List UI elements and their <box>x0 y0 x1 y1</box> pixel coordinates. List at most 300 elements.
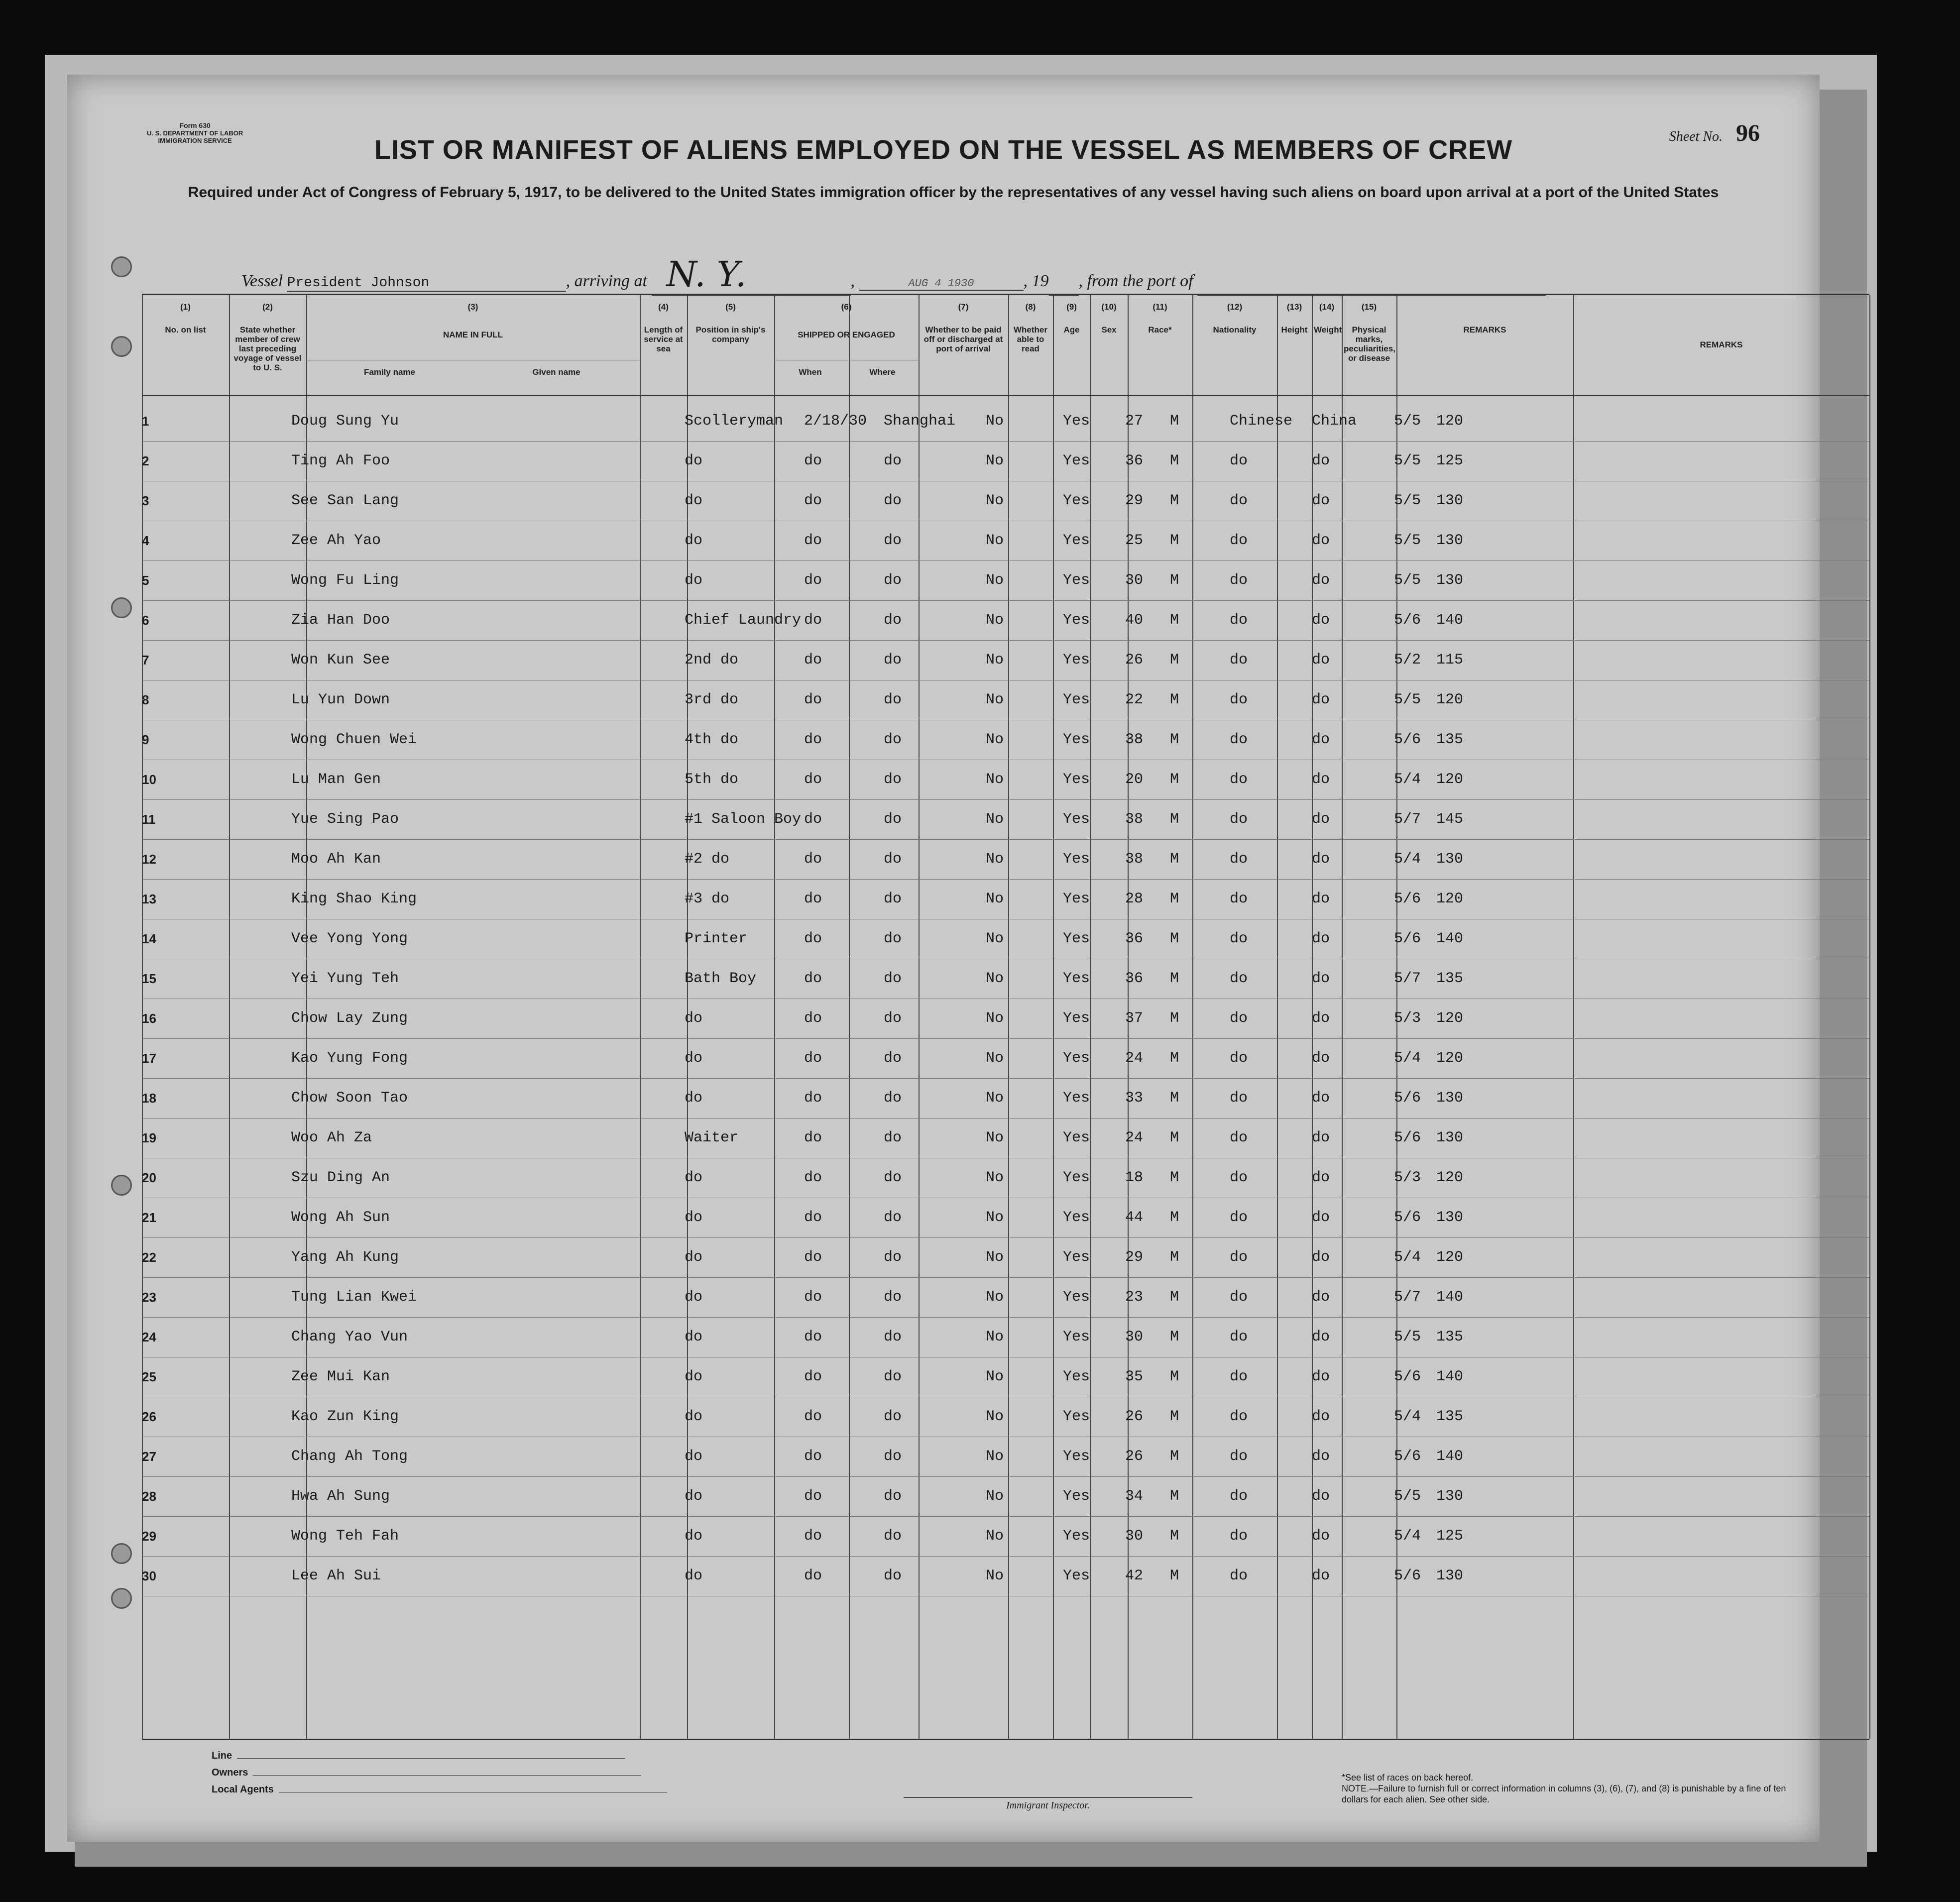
crew-sex: M <box>1170 572 1179 589</box>
crew-race: do <box>1230 891 1248 907</box>
crew-name: Vee Yong Yong <box>291 930 408 947</box>
row-number: 2 <box>142 453 149 468</box>
crew-name: Yang Ah Kung <box>291 1249 399 1266</box>
crew-race: do <box>1230 1567 1248 1584</box>
crew-weight: 135 <box>1436 731 1464 748</box>
row-rule <box>142 1556 1869 1557</box>
row-rule <box>142 1118 1869 1119</box>
crew-nationality: do <box>1312 930 1330 947</box>
crew-sex: M <box>1170 891 1179 907</box>
row-number: 17 <box>142 1051 156 1066</box>
crew-age: 37 <box>1125 1010 1144 1027</box>
owners-label: Owners <box>212 1767 248 1778</box>
column-number: (5) <box>725 302 736 312</box>
row-number: 12 <box>142 852 156 867</box>
line-label: Line <box>212 1750 232 1761</box>
binder-hole <box>111 1588 132 1609</box>
row-number: 8 <box>142 692 149 707</box>
shipped-when: do <box>804 930 822 947</box>
table-row <box>142 721 1869 760</box>
row-rule <box>142 560 1869 561</box>
crew-age: 26 <box>1125 1448 1144 1465</box>
crew-nationality: do <box>1312 1129 1330 1146</box>
crew-sex: M <box>1170 612 1179 629</box>
table-row <box>142 1278 1869 1317</box>
shipped-when: do <box>804 970 822 987</box>
column-number: (13) <box>1286 302 1302 312</box>
able-to-read: Yes <box>1063 771 1090 788</box>
shipped-when: do <box>804 1329 822 1345</box>
crew-position: 5th do <box>685 771 739 788</box>
column-header: Length of service at sea <box>644 325 683 353</box>
crew-height: 5/5 <box>1394 413 1421 430</box>
owners-blank <box>253 1775 641 1776</box>
table-row <box>142 1119 1869 1158</box>
able-to-read: Yes <box>1063 731 1090 748</box>
crew-table <box>142 294 1869 1740</box>
crew-name: Won Kun See <box>291 652 390 669</box>
column-header: No. on list <box>165 325 206 335</box>
crew-race: do <box>1230 731 1248 748</box>
row-number: 27 <box>142 1449 156 1464</box>
crew-height: 5/6 <box>1394 1209 1421 1226</box>
crew-height: 5/4 <box>1394 851 1421 868</box>
crew-height: 5/3 <box>1394 1169 1421 1186</box>
crew-age: 38 <box>1125 811 1144 828</box>
crew-sex: M <box>1170 492 1179 509</box>
table-row <box>142 1398 1869 1437</box>
paid-off: No <box>986 1209 1004 1226</box>
row-rule <box>142 1078 1869 1079</box>
crew-sex: M <box>1170 1329 1179 1345</box>
row-rule <box>142 640 1869 641</box>
crew-weight: 140 <box>1436 930 1464 947</box>
shipped-when: do <box>804 652 822 669</box>
shipped-where: do <box>884 1010 902 1027</box>
crew-position: 4th do <box>685 731 739 748</box>
crew-race: do <box>1230 1329 1248 1345</box>
crew-position: Waiter <box>685 1129 739 1146</box>
crew-position: 2nd do <box>685 652 739 669</box>
crew-height: 5/6 <box>1394 1129 1421 1146</box>
crew-name: Woo Ah Za <box>291 1129 372 1146</box>
crew-weight: 135 <box>1436 970 1464 987</box>
able-to-read: Yes <box>1063 970 1090 987</box>
shipped-when: do <box>804 612 822 629</box>
row-number: 3 <box>142 493 149 508</box>
crew-position: do <box>685 1368 703 1385</box>
shipped-when: do <box>804 1448 822 1465</box>
able-to-read: Yes <box>1063 1368 1090 1385</box>
crew-height: 5/6 <box>1394 1090 1421 1107</box>
crew-height: 5/5 <box>1394 572 1421 589</box>
crew-sex: M <box>1170 1249 1179 1266</box>
crew-age: 26 <box>1125 652 1144 669</box>
shipped-where: do <box>884 1169 902 1186</box>
table-row <box>142 522 1869 560</box>
crew-age: 38 <box>1125 731 1144 748</box>
able-to-read: Yes <box>1063 1209 1090 1226</box>
row-number: 28 <box>142 1489 156 1504</box>
crew-weight: 115 <box>1436 652 1464 669</box>
crew-name: Zee Ah Yao <box>291 532 381 549</box>
able-to-read: Yes <box>1063 1448 1090 1465</box>
column-subheader: Where <box>869 367 896 377</box>
paid-off: No <box>986 532 1004 549</box>
row-rule <box>142 1476 1869 1477</box>
table-row <box>142 442 1869 481</box>
shipped-where: do <box>884 891 902 907</box>
paid-off: No <box>986 1408 1004 1425</box>
row-number: 16 <box>142 1011 156 1026</box>
crew-height: 5/7 <box>1394 811 1421 828</box>
paid-off: No <box>986 1129 1004 1146</box>
inspector-signature-line: Immigrant Inspector. <box>904 1797 1192 1811</box>
table-row <box>142 761 1869 799</box>
crew-name: Zee Mui Kan <box>291 1368 390 1385</box>
crew-nationality: do <box>1312 1249 1330 1266</box>
shipped-where: do <box>884 930 902 947</box>
crew-nationality: do <box>1312 851 1330 868</box>
crew-height: 5/4 <box>1394 1408 1421 1425</box>
crew-nationality: do <box>1312 891 1330 907</box>
column-header: Weight <box>1314 325 1342 335</box>
crew-sex: M <box>1170 1368 1179 1385</box>
crew-position: #1 Saloon Boy <box>685 811 802 828</box>
crew-height: 5/6 <box>1394 731 1421 748</box>
crew-race: do <box>1230 1289 1248 1306</box>
shipped-where: do <box>884 1448 902 1465</box>
row-number: 13 <box>142 892 156 906</box>
crew-nationality: do <box>1312 1448 1330 1465</box>
crew-race: do <box>1230 851 1248 868</box>
paid-off: No <box>986 1368 1004 1385</box>
row-rule <box>142 1317 1869 1318</box>
crew-height: 5/5 <box>1394 452 1421 469</box>
crew-race: do <box>1230 1129 1248 1146</box>
crew-weight: 120 <box>1436 1050 1464 1067</box>
crew-position: do <box>685 492 703 509</box>
crew-name: Chang Yao Vun <box>291 1329 408 1345</box>
crew-name: Moo Ah Kan <box>291 851 381 868</box>
crew-age: 30 <box>1125 1528 1144 1545</box>
crew-sex: M <box>1170 652 1179 669</box>
crew-age: 44 <box>1125 1209 1144 1226</box>
crew-position: do <box>685 1408 703 1425</box>
table-row <box>142 1358 1869 1397</box>
able-to-read: Yes <box>1063 1329 1090 1345</box>
row-number: 24 <box>142 1330 156 1344</box>
binder-hole <box>111 336 132 357</box>
table-row <box>142 880 1869 919</box>
crew-race: do <box>1230 1528 1248 1545</box>
able-to-read: Yes <box>1063 532 1090 549</box>
able-to-read: Yes <box>1063 1050 1090 1067</box>
crew-sex: M <box>1170 811 1179 828</box>
crew-nationality: do <box>1312 492 1330 509</box>
crew-sex: M <box>1170 532 1179 549</box>
column-header: NAME IN FULL <box>443 330 503 339</box>
crew-nationality: do <box>1312 731 1330 748</box>
able-to-read: Yes <box>1063 891 1090 907</box>
crew-nationality: do <box>1312 452 1330 469</box>
crew-nationality: do <box>1312 652 1330 669</box>
crew-nationality: do <box>1312 970 1330 987</box>
row-number: 4 <box>142 533 149 548</box>
crew-height: 5/6 <box>1394 1368 1421 1385</box>
crew-nationality: do <box>1312 1488 1330 1505</box>
crew-age: 29 <box>1125 1249 1144 1266</box>
shipped-where: do <box>884 970 902 987</box>
crew-name: See San Lang <box>291 492 399 509</box>
shipped-when: do <box>804 891 822 907</box>
crew-race: do <box>1230 970 1248 987</box>
column-number: (7) <box>958 302 969 312</box>
paid-off: No <box>986 1329 1004 1345</box>
crew-nationality: do <box>1312 1209 1330 1226</box>
paid-off: No <box>986 1090 1004 1107</box>
footer-signatures <box>212 1747 667 1798</box>
date-stamp: AUG 4 1930 <box>859 277 1024 291</box>
shipped-when: do <box>804 572 822 589</box>
table-row <box>142 601 1869 640</box>
crew-race: Chinese <box>1230 413 1293 430</box>
crew-name: Wong Fu Ling <box>291 572 399 589</box>
shipped-where: do <box>884 771 902 788</box>
row-number: 9 <box>142 732 149 747</box>
table-row <box>142 641 1869 680</box>
crew-weight: 135 <box>1436 1408 1464 1425</box>
crew-age: 38 <box>1125 851 1144 868</box>
crew-sex: M <box>1170 1050 1179 1067</box>
crew-weight: 130 <box>1436 1488 1464 1505</box>
paid-off: No <box>986 1289 1004 1306</box>
crew-nationality: do <box>1312 1528 1330 1545</box>
crew-weight: 130 <box>1436 492 1464 509</box>
crew-age: 29 <box>1125 492 1144 509</box>
crew-position: 3rd do <box>685 691 739 708</box>
crew-sex: M <box>1170 1528 1179 1545</box>
paid-off: No <box>986 1050 1004 1067</box>
table-row <box>142 1238 1869 1277</box>
crew-name: Szu Ding An <box>291 1169 390 1186</box>
page-title: LIST OR MANIFEST OF ALIENS EMPLOYED ON THE VESSEL AS MEMBERS OF CREW <box>374 135 1513 165</box>
able-to-read: Yes <box>1063 691 1090 708</box>
form-number: Form 630 <box>179 121 211 129</box>
shipped-where: do <box>884 612 902 629</box>
able-to-read: Yes <box>1063 492 1090 509</box>
column-header: Nationality <box>1213 325 1257 335</box>
shipped-when: do <box>804 1488 822 1505</box>
table-row <box>142 920 1869 959</box>
table-row <box>142 960 1869 999</box>
shipped-when: do <box>804 452 822 469</box>
column-header: Physical marks, peculiarities, or disease <box>1344 325 1395 363</box>
row-number: 23 <box>142 1290 156 1305</box>
crew-position: Scolleryman <box>685 413 784 430</box>
column-header: SHIPPED OR ENGAGED <box>798 330 895 339</box>
crew-race: do <box>1230 1169 1248 1186</box>
table-row <box>142 1438 1869 1476</box>
crew-height: 5/6 <box>1394 930 1421 947</box>
column-header: Whether to be paid off or discharged at port of arrival <box>923 325 1003 353</box>
table-row <box>142 1000 1869 1038</box>
row-rule <box>142 839 1869 840</box>
row-number: 5 <box>142 573 149 588</box>
binder-hole <box>111 1543 132 1564</box>
table-row <box>142 1079 1869 1118</box>
able-to-read: Yes <box>1063 572 1090 589</box>
crew-name: Lu Man Gen <box>291 771 381 788</box>
row-number: 18 <box>142 1091 156 1106</box>
crew-race: do <box>1230 691 1248 708</box>
crew-weight: 140 <box>1436 1289 1464 1306</box>
shipped-where: do <box>884 1090 902 1107</box>
footnote <box>1342 1772 1790 1805</box>
crew-height: 5/5 <box>1394 1329 1421 1345</box>
crew-height: 5/4 <box>1394 1528 1421 1545</box>
crew-height: 5/4 <box>1394 1050 1421 1067</box>
shipped-where: do <box>884 1329 902 1345</box>
crew-name: Ting Ah Foo <box>291 452 390 469</box>
table-row <box>142 1039 1869 1078</box>
crew-weight: 145 <box>1436 811 1464 828</box>
crew-race: do <box>1230 612 1248 629</box>
crew-position: do <box>685 1010 703 1027</box>
shipped-when: do <box>804 811 822 828</box>
crew-race: do <box>1230 532 1248 549</box>
able-to-read: Yes <box>1063 811 1090 828</box>
crew-age: 36 <box>1125 452 1144 469</box>
vessel-line: Vessel President Johnson , arriving at N. Y. , AUG 4 1930 , 19 , from the port of <box>241 254 1546 296</box>
crew-height: 5/4 <box>1394 1249 1421 1266</box>
crew-race: do <box>1230 1408 1248 1425</box>
crew-age: 26 <box>1125 1408 1144 1425</box>
crew-position: #3 do <box>685 891 730 907</box>
service-name: IMMIGRATION SERVICE <box>158 137 232 144</box>
arriving-label: , arriving at <box>566 272 647 290</box>
crew-height: 5/6 <box>1394 1448 1421 1465</box>
crew-sex: M <box>1170 691 1179 708</box>
table-row <box>142 561 1869 600</box>
column-subheader: When <box>799 367 822 377</box>
crew-name: Tung Lian Kwei <box>291 1289 417 1306</box>
crew-sex: M <box>1170 1488 1179 1505</box>
shipped-when: do <box>804 1169 822 1186</box>
column-header: Height <box>1281 325 1308 335</box>
crew-sex: M <box>1170 1129 1179 1146</box>
paid-off: No <box>986 572 1004 589</box>
column-number: (14) <box>1319 302 1335 312</box>
crew-race: do <box>1230 811 1248 828</box>
row-number: 15 <box>142 971 156 986</box>
shipped-where: do <box>884 811 902 828</box>
sheet-number-label: Sheet No. <box>1669 129 1723 144</box>
table-row <box>142 1517 1869 1556</box>
crew-position: do <box>685 1567 703 1584</box>
crew-height: 5/6 <box>1394 891 1421 907</box>
crew-age: 34 <box>1125 1488 1144 1505</box>
shipped-where: do <box>884 532 902 549</box>
column-header: State whether member of crew last preceding voyage of vessel to U. S. <box>233 325 302 372</box>
able-to-read: Yes <box>1063 1090 1090 1107</box>
department-name: U. S. DEPARTMENT OF LABOR <box>147 129 243 137</box>
year-label: , 19 <box>1023 272 1049 290</box>
crew-sex: M <box>1170 1090 1179 1107</box>
crew-race: do <box>1230 572 1248 589</box>
able-to-read: Yes <box>1063 1289 1090 1306</box>
crew-sex: M <box>1170 413 1179 430</box>
row-rule <box>142 1516 1869 1517</box>
crew-weight: 140 <box>1436 612 1464 629</box>
crew-race: do <box>1230 1448 1248 1465</box>
crew-position: do <box>685 1050 703 1067</box>
crew-position: Chief Laundry <box>685 612 802 629</box>
crew-weight: 130 <box>1436 1209 1464 1226</box>
column-number: (2) <box>262 302 273 312</box>
shipped-where: do <box>884 1408 902 1425</box>
row-rule <box>142 1277 1869 1278</box>
paid-off: No <box>986 970 1004 987</box>
vessel-name: President Johnson <box>287 275 566 292</box>
crew-name: Kao Yung Fong <box>291 1050 408 1067</box>
crew-race: do <box>1230 452 1248 469</box>
crew-age: 36 <box>1125 930 1144 947</box>
crew-height: 5/6 <box>1394 612 1421 629</box>
shipped-where: do <box>884 452 902 469</box>
crew-height: 5/2 <box>1394 652 1421 669</box>
sheet-number: 96 <box>1736 120 1760 146</box>
crew-weight: 120 <box>1436 1169 1464 1186</box>
shipped-where: do <box>884 1129 902 1146</box>
paid-off: No <box>986 731 1004 748</box>
paid-off: No <box>986 612 1004 629</box>
shipped-when: do <box>804 532 822 549</box>
paid-off: No <box>986 1249 1004 1266</box>
paid-off: No <box>986 1010 1004 1027</box>
shipped-where: do <box>884 652 902 669</box>
table-row <box>142 1318 1869 1357</box>
able-to-read: Yes <box>1063 1528 1090 1545</box>
row-number: 10 <box>142 772 156 787</box>
crew-sex: M <box>1170 1289 1179 1306</box>
crew-race: do <box>1230 1050 1248 1067</box>
crew-position: do <box>685 532 703 549</box>
crew-position: do <box>685 1329 703 1345</box>
shipped-where: do <box>884 1528 902 1545</box>
row-number: 20 <box>142 1170 156 1185</box>
binder-hole <box>111 1175 132 1196</box>
paid-off: No <box>986 1169 1004 1186</box>
crew-position: do <box>685 572 703 589</box>
shipped-when: do <box>804 1209 822 1226</box>
able-to-read: Yes <box>1063 652 1090 669</box>
row-number: 19 <box>142 1130 156 1145</box>
table-row <box>142 1199 1869 1237</box>
crew-weight: 130 <box>1436 532 1464 549</box>
crew-race: do <box>1230 930 1248 947</box>
binder-hole <box>111 597 132 618</box>
row-number: 21 <box>142 1210 156 1225</box>
crew-sex: M <box>1170 1010 1179 1027</box>
column-header: Age <box>1063 325 1080 335</box>
crew-height: 5/5 <box>1394 1488 1421 1505</box>
line-blank <box>237 1758 625 1759</box>
shipped-where: do <box>884 691 902 708</box>
column-number: (12) <box>1227 302 1243 312</box>
crew-height: 5/4 <box>1394 771 1421 788</box>
shipped-when: do <box>804 731 822 748</box>
